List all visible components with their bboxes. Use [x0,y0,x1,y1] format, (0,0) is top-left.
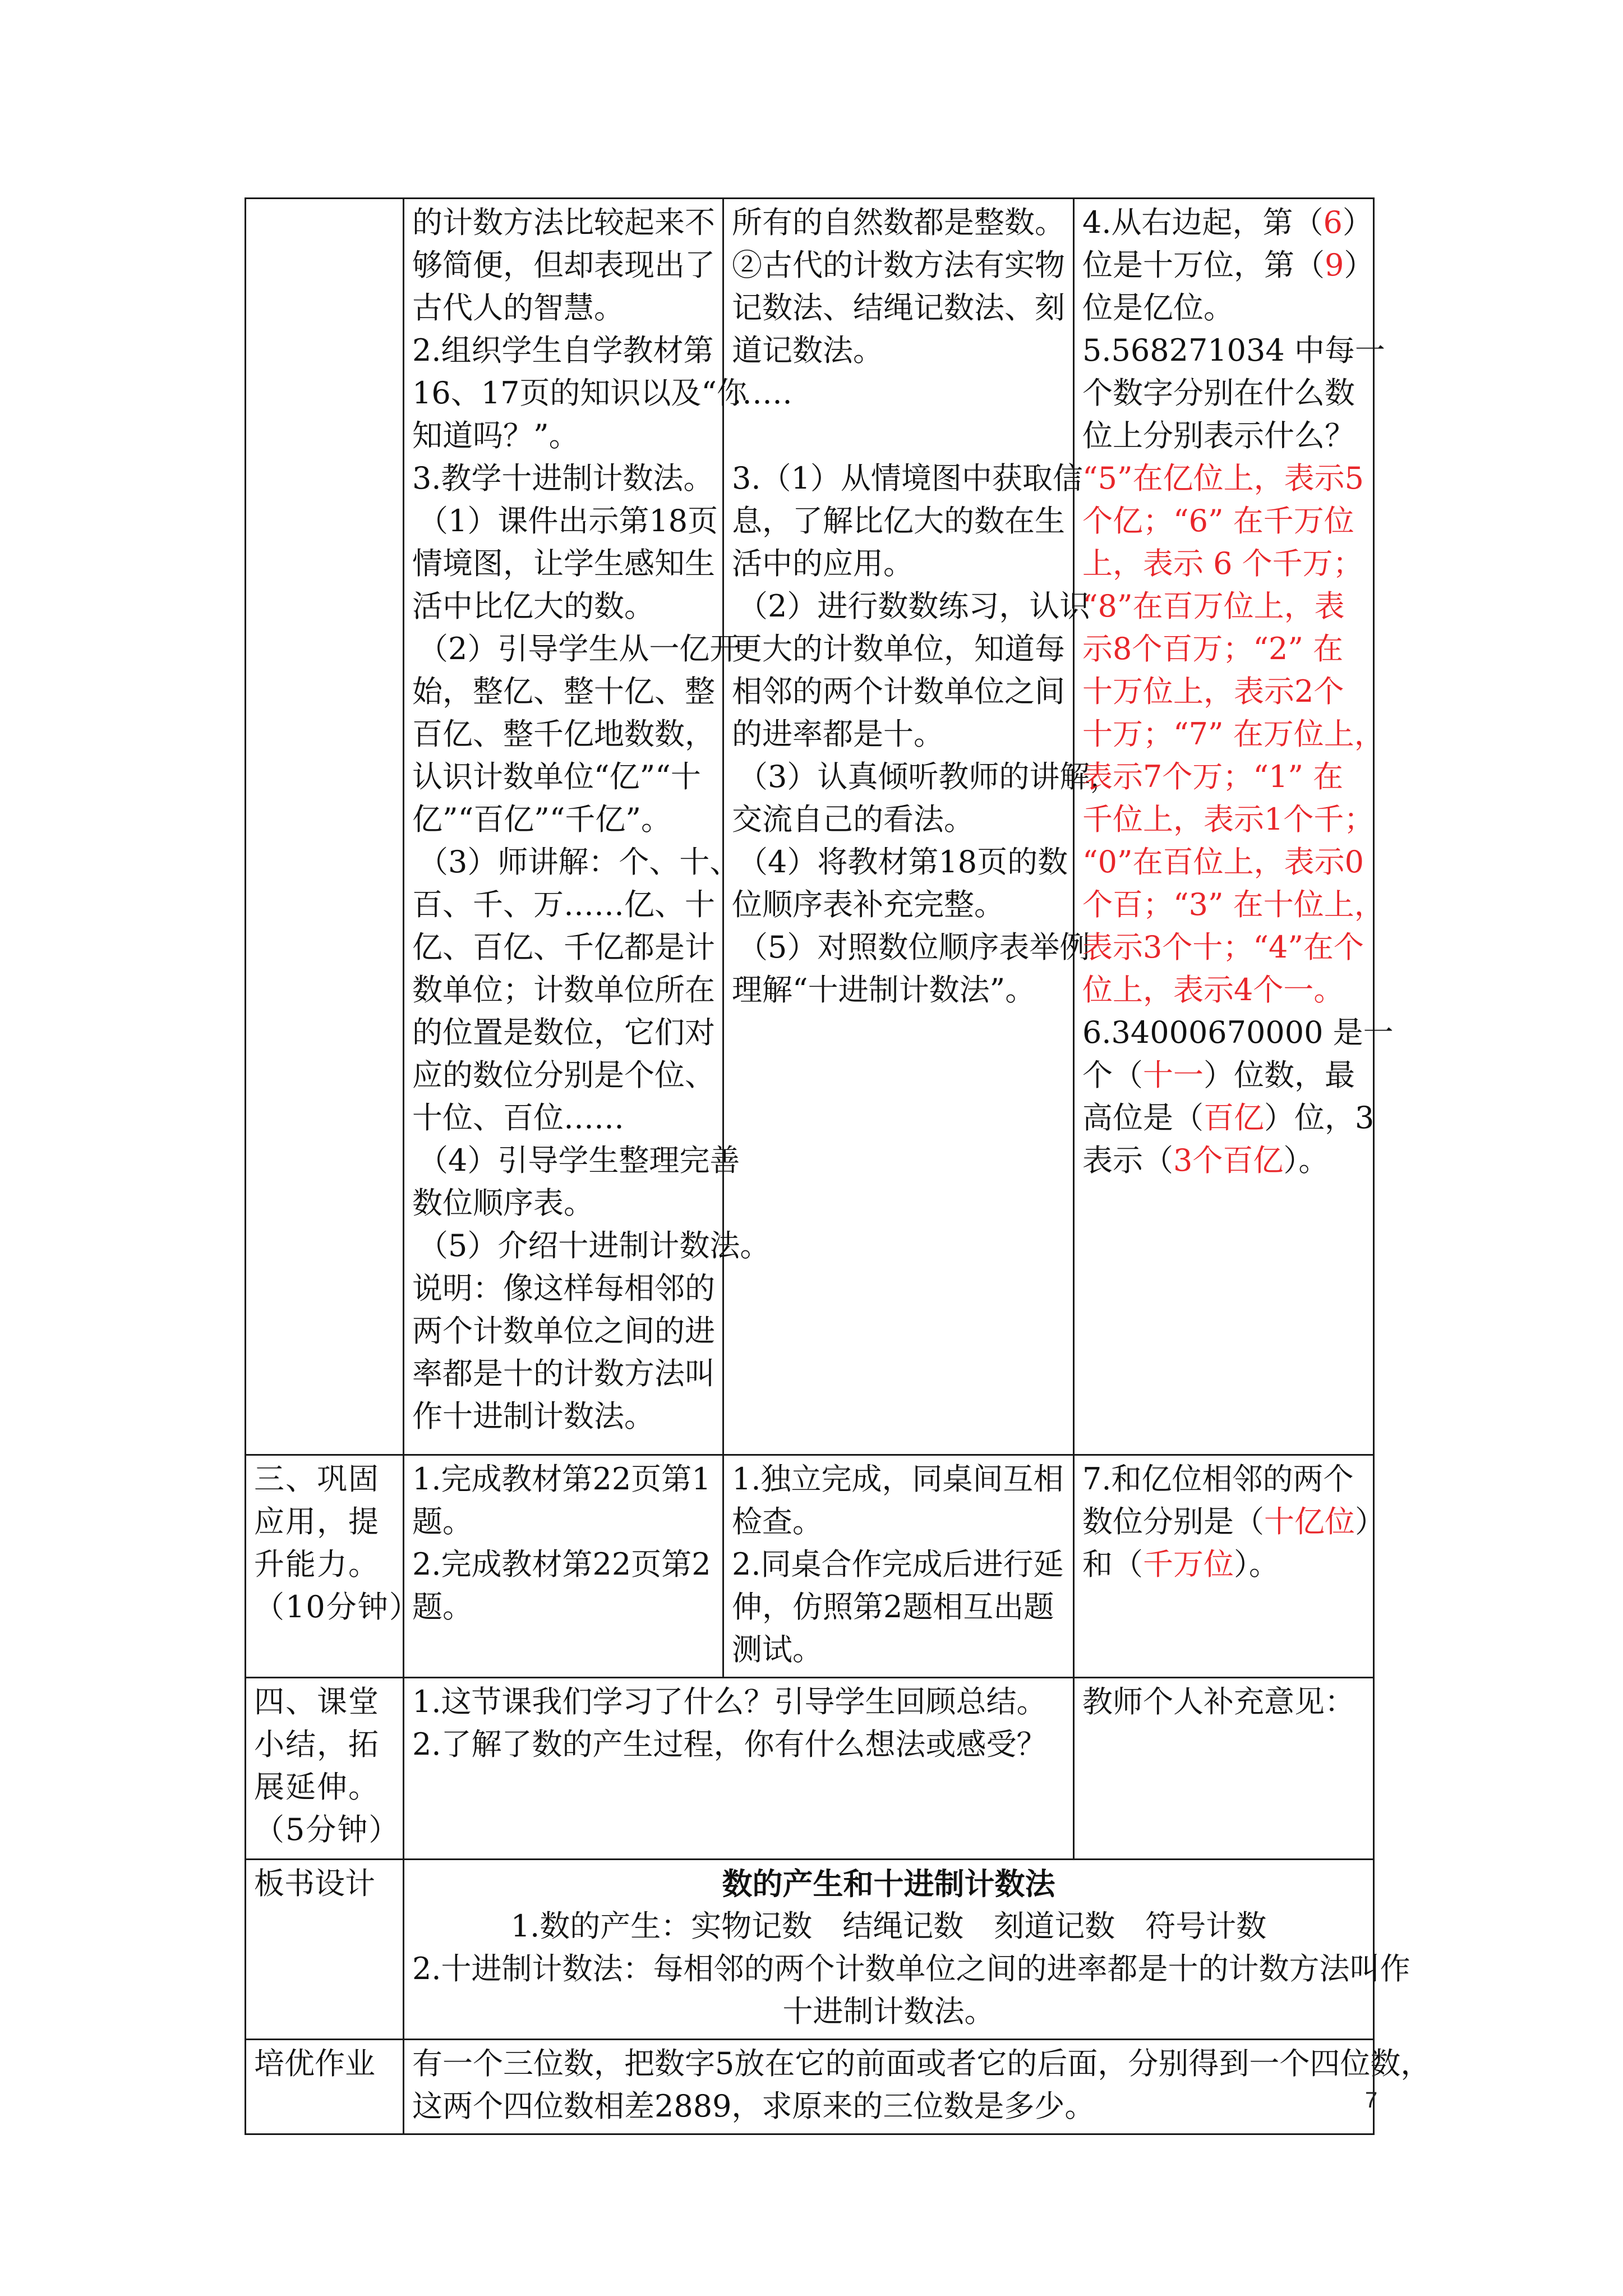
teacher-note-label: 教师个人补充意见： [1082,1684,1355,1719]
text-line: 测试。 [732,1632,823,1667]
text-line: 作十进制计数法。 [412,1398,654,1434]
text-line: 百亿、整千亿地数数， [412,716,715,752]
text-line: 2.了解了数的产生过程，你有什么想法或感受？ [412,1727,1047,1762]
text-line: 理解“十进制计数法”。 [732,972,1036,1007]
table-row [246,1455,1374,1678]
question-4-line1: 4.从右边起，第（6） [1082,205,1373,240]
text-line: （2）引导学生从一亿开 [418,631,740,666]
table-row [246,1678,1374,1860]
text-line: 1.这节课我们学习了什么？引导学生回顾总结。 [412,1684,1047,1719]
text-line: 2.同桌合作完成后进行延 [732,1547,1064,1582]
text-line: 道记数法。 [732,333,883,368]
text-line: 题。 [412,1504,473,1539]
text-line: 应的数位分别是个位、 [412,1057,715,1093]
answer-line: 位上，表示4个一。 [1082,972,1344,1007]
text-line: 位顺序表补充完整。 [732,887,1004,922]
board-design-content [404,1860,1410,2040]
text-line: 2.完成教材第22页第2 [412,1547,711,1582]
text-line: 检查。 [732,1504,823,1539]
text-line: （4）引导学生整理完善 [418,1143,740,1178]
text-line: 十位、百位…… [412,1100,624,1135]
question-6-line2: 个（十一）位数，最 [1082,1057,1355,1093]
question-7-line2: 数位分别是（十亿位） [1082,1504,1385,1539]
board-title: 数的产生和十进制计数法 [722,1866,1055,1902]
text-line: 率都是十的计数方法叫 [412,1356,715,1391]
text-line: （5）介绍十进制计数法。 [418,1228,771,1263]
stage-cell [246,1455,421,1678]
answer-line: 个百；“3” 在十位上， [1082,887,1385,922]
homework-label: 培优作业 [246,2040,404,2134]
question-5-line: 5.568271034 中每一 [1082,333,1385,368]
text-line: 两个计数单位之间的进 [412,1313,715,1349]
student-activity-cell [723,199,1121,1455]
teacher-activity-cell [404,199,771,1455]
question-6-line1: 6.34000670000 是一 [1082,1015,1394,1050]
exercise-cell [1074,1455,1385,1678]
text-line: …… [732,375,792,411]
text-line: 古代人的智慧。 [412,290,624,325]
text-line: 的计数方法比较起来不 [412,205,715,240]
homework-line: 有一个三位数，把数字5放在它的前面或者它的后面，分别得到一个四位数， [412,2046,1431,2081]
text-line: 数单位；计数单位所在 [412,972,715,1007]
text-line: 亿、百亿、千亿都是计 [412,930,715,965]
text-line: 活中比亿大的数。 [412,588,654,624]
board-design-label: 板书设计 [246,1860,404,2040]
text-line: 相邻的两个计数单位之间 [732,674,1065,709]
stage-label-line: （5分钟） [254,1812,400,1847]
question-5-line: 位上分别表示什么？ [1082,418,1355,453]
text-line: ②古代的计数方法有实物 [732,247,1065,283]
text-line: 更大的计数单位，知道每 [732,631,1065,666]
question-4-line3: 位是亿位。 [1082,290,1234,325]
stage-label-line: 三、巩固 [254,1461,380,1497]
text-line: 知道吗？”。 [412,418,579,453]
text-line: 交流自己的看法。 [732,802,974,837]
teacher-activity-cell [404,1678,1074,1860]
text-line: 的进率都是十。 [732,716,944,752]
text-line: 1.完成教材第22页第1 [412,1461,711,1497]
student-activity-cell [723,1455,1074,1678]
answer-line: 示8个百万；“2” 在 [1082,631,1344,666]
answer-line: 十万；“7” 在万位上， [1082,716,1385,752]
table-row [246,2040,1374,2134]
stage-label-line: 应用，提 [254,1504,380,1539]
text-line: 活中的应用。 [732,546,914,581]
lesson-plan-table [245,197,1431,2135]
teacher-activity-cell [404,1455,723,1678]
answer-line: 表示7个万；“1” 在 [1082,759,1344,794]
homework-line: 这两个四位数相差2889，求原来的三位数是多少。 [412,2088,1095,2124]
stage-label-line: 展延伸。 [254,1769,380,1805]
question-6-line3: 高位是（百亿）位，3 [1082,1100,1375,1135]
board-line: 1.数的产生：实物记数 结绳记数 刻道记数 符号计数 [510,1908,1267,1944]
homework-content [404,2040,1431,2134]
answer-line: 千位上，表示1个千； [1082,802,1375,837]
text-line: （2）进行数数练习，认识 [737,588,1090,624]
answer: 千万位 [1143,1547,1234,1582]
question-7-line1: 7.和亿位相邻的两个 [1082,1461,1354,1497]
answer: 9 [1325,247,1344,283]
answer-line: 十万位上，表示2个 [1082,674,1344,709]
text-line: 的位置是数位，它们对 [412,1015,715,1050]
text-line: 3.教学十进制计数法。 [412,461,714,496]
question-6-line4: 表示（3个百亿）。 [1082,1143,1329,1178]
text-line: 亿”“百亿”“千亿”。 [412,802,672,837]
stage-label-line: （10分钟） [254,1589,421,1625]
answer-line: “8”在百万位上，表 [1082,588,1345,624]
text-line: 情境图，让学生感知生 [412,546,715,581]
question-4-line2: 位是十万位，第（9） [1082,247,1375,283]
page-number: 7 [1365,2088,1378,2113]
text-line: 3.（1）从情境图中获取信 [732,461,1083,496]
answer-line: 上，表示 6 个千万； [1082,546,1363,581]
answer-line: “5”在亿位上，表示5 [1082,461,1364,496]
text-line: 2.组织学生自学教材第 [412,333,714,368]
stage-label-line: 小结，拓 [254,1727,380,1762]
answer-line: 表示3个十；“4”在个 [1082,930,1364,965]
question-7-line3: 和（千万位）。 [1082,1547,1279,1582]
text-line: 始，整亿、整十亿、整 [412,674,715,709]
text-line: 认识计数单位“亿”“十 [412,759,701,794]
answer: 6 [1323,205,1343,240]
stage-cell [246,199,404,1455]
answer: 3个百亿 [1173,1143,1284,1178]
question-5-line: 个数字分别在什么数 [1082,375,1355,411]
teacher-note-cell [1074,1678,1374,1860]
text-line: （3）认真倾听教师的讲解， [737,759,1121,794]
text-line: 16、17页的知识以及“你 [412,375,748,411]
table-row [246,199,1374,1455]
answer: 十一 [1143,1057,1204,1093]
answer: 十亿位 [1264,1504,1355,1539]
text-line: （4）将教材第18页的数 [737,844,1068,880]
stage-label-line: 四、课堂 [254,1684,380,1719]
text-line: 百、千、万……亿、十 [412,887,715,922]
text-line: 记数法、结绳记数法、刻 [732,290,1065,325]
text-line: 息，了解比亿大的数在生 [732,503,1065,539]
stage-label-line: 升能力。 [254,1547,380,1582]
text-line: （1）课件出示第18页 [418,503,718,539]
board-line: 十进制计数法。 [782,1994,995,2029]
text-line: 伸，仿照第2题相互出题 [732,1589,1054,1625]
text-line: 说明：像这样每相邻的 [412,1271,715,1306]
answer-line: 个亿；“6” 在千万位 [1082,503,1354,539]
text-line: 题。 [412,1589,473,1625]
exercise-cell [1074,199,1394,1455]
answer-line: “0”在百位上，表示0 [1082,844,1364,880]
board-line: 2.十进制计数法：每相邻的两个计数单位之间的进率都是十的计数方法叫作 [412,1951,1410,1986]
text-line: 数位顺序表。 [412,1185,594,1221]
answer: 百亿 [1204,1100,1264,1135]
text-line: 1.独立完成，同桌间互相 [732,1461,1064,1497]
table-row [246,1860,1374,2040]
stage-cell [246,1678,404,1860]
text-line: 够简便，但却表现出了 [412,247,715,283]
text-line: （5）对照数位顺序表举例 [737,930,1090,965]
text-line: （3）师讲解：个、十、 [418,844,740,880]
text-line: 所有的自然数都是整数。 [732,205,1065,240]
